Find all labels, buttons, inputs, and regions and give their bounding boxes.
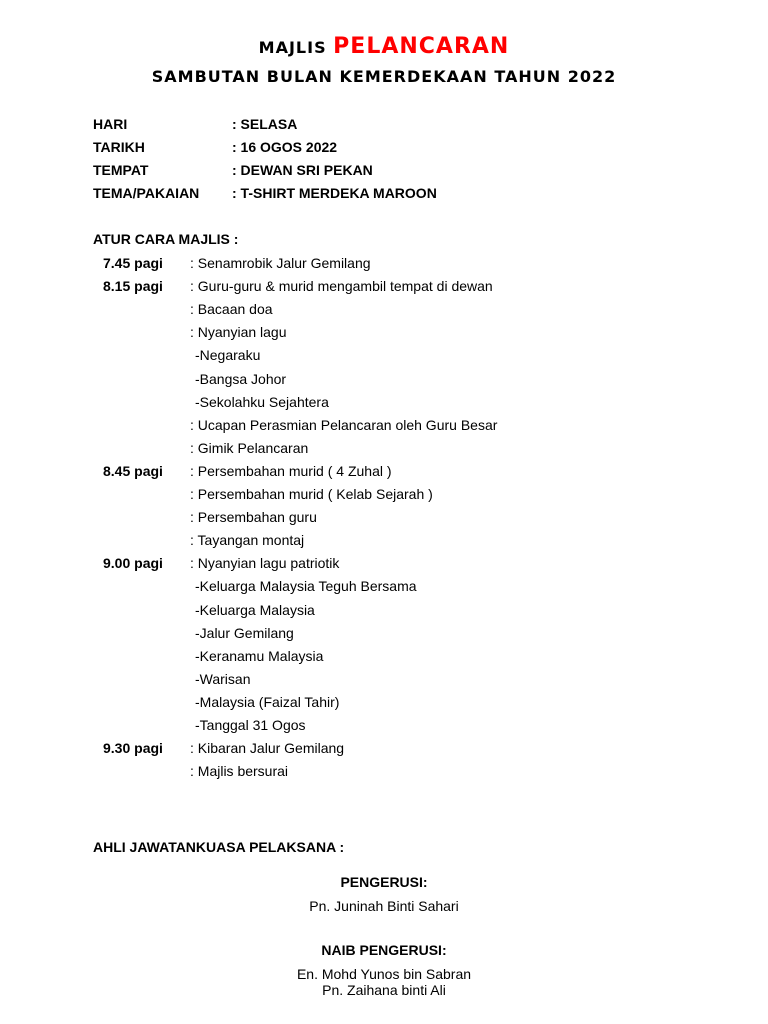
info-label: TEMA/PAKAIAN bbox=[93, 185, 200, 201]
info-value: : SELASA bbox=[232, 116, 298, 132]
info-label: TARIKH bbox=[93, 139, 145, 155]
info-value: : DEWAN SRI PEKAN bbox=[232, 162, 373, 178]
schedule-activity: : Tayangan montaj bbox=[190, 532, 305, 548]
schedule-time: 8.15 pagi bbox=[103, 278, 163, 294]
schedule-title: ATUR CARA MAJLIS : bbox=[93, 231, 239, 247]
vice-chair-name: En. Mohd Yunos bin Sabran bbox=[296, 966, 472, 982]
schedule-activity: : Nyanyian lagu bbox=[190, 324, 287, 340]
info-label: TEMPAT bbox=[93, 162, 149, 178]
title-word-pelancaran: PELANCARAN bbox=[333, 34, 510, 59]
schedule-activity: : Ucapan Perasmian Pelancaran oleh Guru Besar bbox=[190, 417, 498, 433]
title-word-majlis: MAJLIS bbox=[258, 38, 327, 57]
chair-name: Pn. Juninah Binti Sahari bbox=[309, 898, 459, 914]
document-subtitle: SAMBUTAN BULAN KEMERDEKAAN TAHUN 2022 bbox=[151, 67, 617, 86]
info-value: : 16 OGOS 2022 bbox=[232, 139, 338, 155]
vice-chair-name: Pn. Zaihana binti Ali bbox=[322, 982, 446, 998]
schedule-activity: -Keluarga Malaysia Teguh Bersama bbox=[195, 578, 417, 594]
schedule-activity: -Negaraku bbox=[195, 347, 261, 363]
vice-chair-title: NAIB PENGERUSI: bbox=[321, 942, 447, 958]
schedule-activity: : Persembahan murid ( 4 Zuhal ) bbox=[190, 463, 392, 479]
info-value: : T-SHIRT MERDEKA MAROON bbox=[232, 185, 437, 201]
schedule-activity: : Majlis bersurai bbox=[190, 763, 289, 779]
document-title bbox=[0, 34, 768, 59]
info-label: HARI bbox=[93, 116, 128, 132]
schedule-activity: : Guru-guru & murid mengambil tempat di dewan bbox=[190, 278, 493, 294]
schedule-activity: : Persembahan guru bbox=[190, 509, 317, 525]
schedule-time: 9.30 pagi bbox=[103, 740, 163, 756]
schedule-activity: : Nyanyian lagu patriotik bbox=[190, 555, 340, 571]
committee-title: AHLI JAWATANKUASA PELAKSANA : bbox=[93, 839, 345, 855]
schedule-activity: -Jalur Gemilang bbox=[195, 625, 294, 641]
schedule-activity: : Persembahan murid ( Kelab Sejarah ) bbox=[190, 486, 433, 502]
schedule-time: 7.45 pagi bbox=[103, 255, 163, 271]
schedule-activity: : Bacaan doa bbox=[190, 301, 273, 317]
schedule-activity: : Kibaran Jalur Gemilang bbox=[190, 740, 345, 756]
schedule-activity: -Bangsa Johor bbox=[195, 371, 287, 387]
schedule-activity: -Tanggal 31 Ogos bbox=[195, 717, 306, 733]
schedule-time: 8.45 pagi bbox=[103, 463, 163, 479]
chair-title: PENGERUSI: bbox=[340, 874, 428, 890]
schedule-activity: -Warisan bbox=[195, 671, 251, 687]
schedule-activity: -Keranamu Malaysia bbox=[195, 648, 324, 664]
schedule-activity: -Malaysia (Faizal Tahir) bbox=[195, 694, 340, 710]
schedule-time: 9.00 pagi bbox=[103, 555, 163, 571]
schedule-activity: : Gimik Pelancaran bbox=[190, 440, 309, 456]
schedule-activity: -Sekolahku Sejahtera bbox=[195, 394, 329, 410]
schedule-activity: : Senamrobik Jalur Gemilang bbox=[190, 255, 371, 271]
schedule-activity: -Keluarga Malaysia bbox=[195, 602, 315, 618]
